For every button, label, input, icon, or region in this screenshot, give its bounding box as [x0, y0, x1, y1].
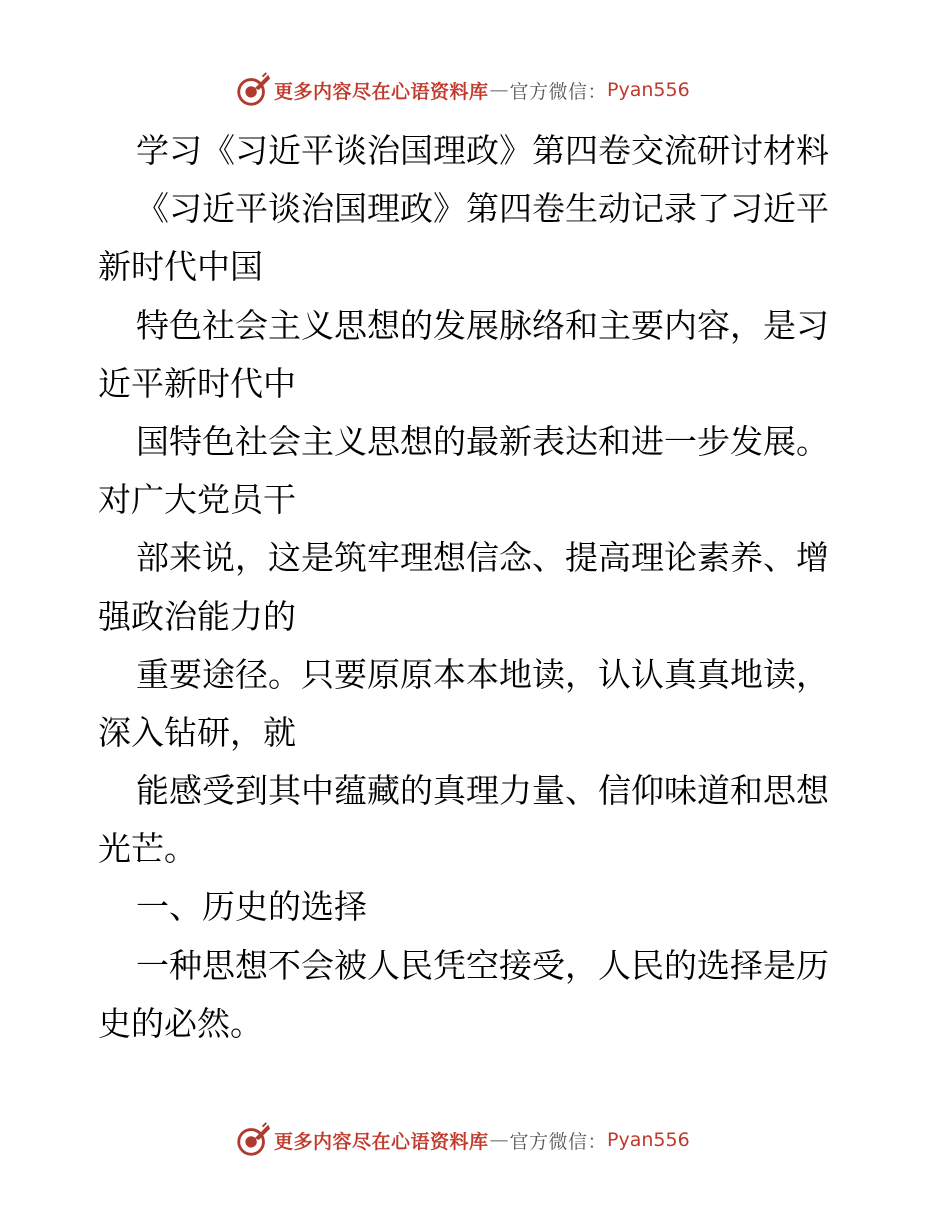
banner-wechat-id: Pyan556 [607, 79, 690, 101]
banner-label: 官方微信： [509, 1130, 608, 1153]
footer-banner [234, 1120, 690, 1160]
paragraph-line: 《习近平谈治国理政》第四卷生动记录了习近平 [136, 189, 829, 229]
paragraph-line: 重要途径。只要原原本本地读，认认真真地读， [136, 654, 829, 694]
paragraph-line: 能感受到其中蕴藏的真理力量、信仰味道和思想 [136, 771, 829, 811]
paragraph-line: 对广大党员干 [98, 480, 296, 520]
logo-icon [234, 71, 272, 109]
paragraph-line: 强政治能力的 [98, 596, 296, 636]
paragraph-line: 深入钻研，就 [98, 712, 296, 752]
banner-dash: — [489, 79, 509, 101]
banner-main-text: 更多内容尽在心语资料库 [274, 80, 489, 103]
document-body [98, 122, 858, 1053]
header-banner [234, 70, 690, 110]
banner-label: 官方微信： [509, 80, 608, 103]
logo-icon [234, 1121, 272, 1159]
paragraph-line: 史的必然。 [98, 1003, 263, 1043]
section-heading: 一、历史的选择 [136, 887, 367, 927]
paragraph-line: 一种思想不会被人民凭空接受，人民的选择是历 [136, 945, 829, 985]
paragraph-line: 新时代中国 [98, 247, 263, 287]
paragraph-line: 近平新时代中 [98, 363, 296, 403]
paragraph-line: 部来说，这是筑牢理想信念、提高理论素养、增 [136, 538, 829, 578]
banner-dash: — [489, 1129, 509, 1151]
paragraph-line: 光芒。 [98, 829, 197, 869]
paragraph-line: 国特色社会主义思想的最新表达和进一步发展。 [136, 421, 829, 461]
banner-main-text: 更多内容尽在心语资料库 [274, 1130, 489, 1153]
banner-wechat-id: Pyan556 [607, 1129, 690, 1151]
document-title: 学习《习近平谈治国理政》第四卷交流研讨材料 [136, 131, 829, 170]
paragraph-line: 特色社会主义思想的发展脉络和主要内容，是习 [136, 305, 829, 345]
